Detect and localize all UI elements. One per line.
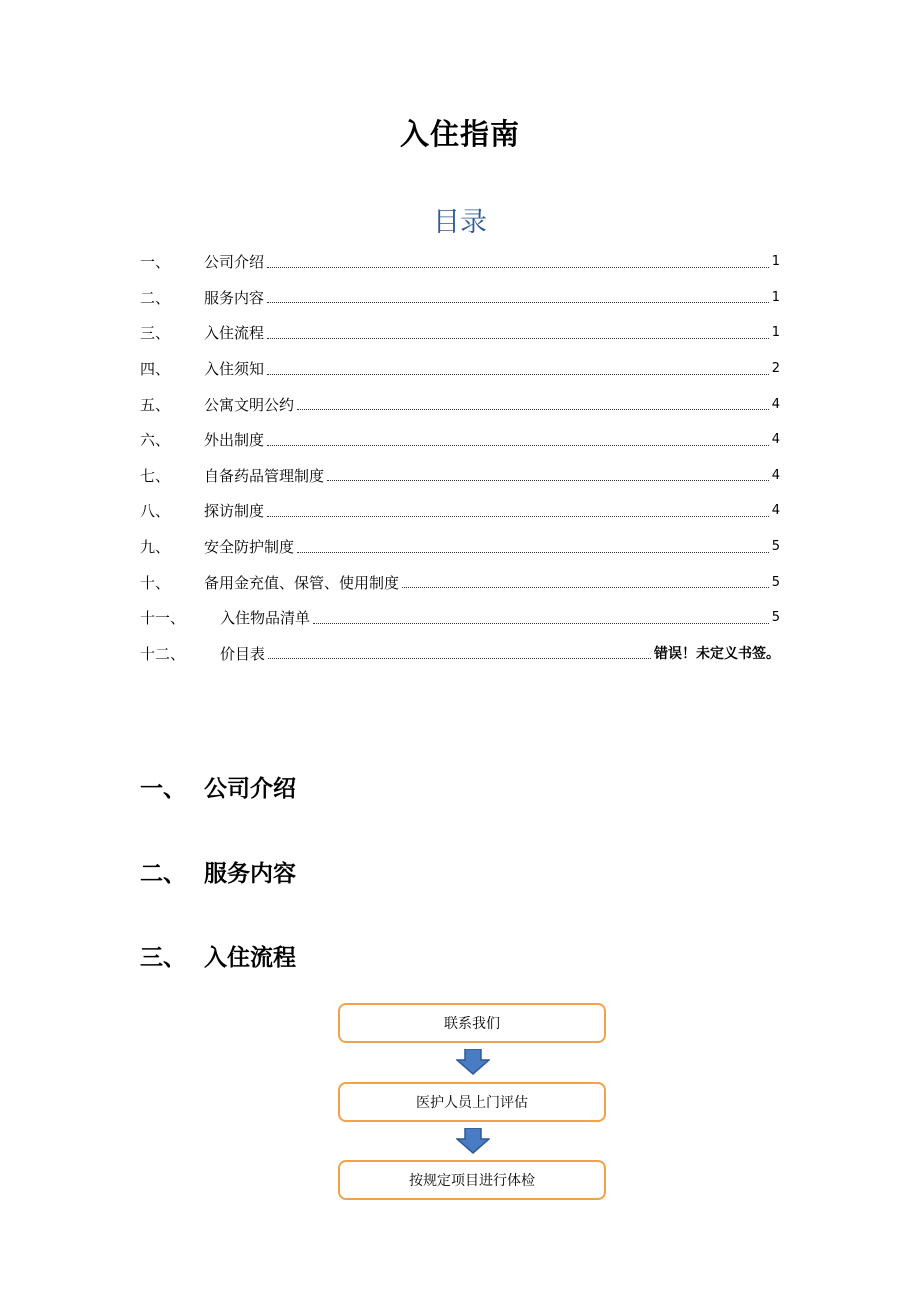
toc-entry[interactable] bbox=[140, 280, 780, 316]
flow-step-nurse-assessment: 医护人员上门评估 bbox=[338, 1082, 606, 1122]
toc-entry[interactable] bbox=[140, 422, 780, 458]
toc-entry[interactable] bbox=[140, 458, 780, 494]
toc-entry[interactable] bbox=[140, 351, 780, 387]
toc-dot-leader bbox=[267, 515, 769, 517]
toc-entry[interactable] bbox=[140, 564, 780, 600]
toc-dot-leader bbox=[267, 266, 769, 268]
toc-entry-page: 4 bbox=[771, 396, 780, 412]
toc-entry-number: 十二、 bbox=[140, 644, 186, 663]
toc-entry-title: 服务内容 bbox=[204, 288, 265, 307]
toc-entry-number: 二、 bbox=[140, 288, 171, 307]
toc-entry[interactable] bbox=[140, 493, 780, 529]
toc-entry-title: 价目表 bbox=[220, 644, 266, 663]
toc-entry-number: 六、 bbox=[140, 431, 171, 450]
toc-dot-leader bbox=[267, 337, 769, 339]
section-title: 公司介绍 bbox=[204, 776, 296, 802]
toc-entry-page: 5 bbox=[771, 574, 780, 590]
toc-entry-number: 三、 bbox=[140, 324, 171, 343]
toc-entry-title: 外出制度 bbox=[204, 431, 265, 450]
toc-dot-leader bbox=[402, 586, 769, 588]
toc-entry-number: 九、 bbox=[140, 538, 171, 557]
flow-step-medical-exam: 按规定项目进行体检 bbox=[338, 1160, 606, 1200]
toc-entry-number: 七、 bbox=[140, 466, 171, 485]
section-number: 二、 bbox=[140, 861, 186, 887]
toc-entry-title: 安全防护制度 bbox=[204, 538, 295, 557]
toc-entry-number: 一、 bbox=[140, 253, 171, 272]
toc-dot-leader bbox=[297, 551, 769, 553]
down-arrow-icon bbox=[456, 1049, 490, 1075]
toc-entry-page: 5 bbox=[771, 610, 780, 626]
toc-dot-leader bbox=[267, 301, 769, 303]
toc-heading: 目录 bbox=[433, 207, 487, 238]
flow-step-contact-us: 联系我们 bbox=[338, 1003, 606, 1043]
toc-entry-page: 2 bbox=[771, 361, 780, 377]
toc-entry-number: 五、 bbox=[140, 395, 171, 414]
section-number: 三、 bbox=[140, 945, 186, 971]
section-heading-checkin-process bbox=[140, 939, 296, 972]
document-title: 入住指南 bbox=[399, 117, 520, 151]
toc-entry-page: 1 bbox=[771, 289, 780, 305]
toc-entry-number: 十、 bbox=[140, 573, 171, 592]
down-arrow-icon bbox=[456, 1128, 490, 1154]
toc-entry-page: 1 bbox=[771, 325, 780, 341]
toc-entry-page: 1 bbox=[771, 254, 780, 270]
toc-entry[interactable] bbox=[140, 600, 780, 636]
toc-entry-title: 探访制度 bbox=[204, 502, 265, 521]
section-number: 一、 bbox=[140, 776, 186, 802]
toc-entry-title: 公司介绍 bbox=[204, 253, 265, 272]
toc-entry-number: 四、 bbox=[140, 360, 171, 379]
toc-entry[interactable] bbox=[140, 315, 780, 351]
toc-entry-title: 备用金充值、保管、使用制度 bbox=[204, 573, 400, 592]
section-title: 服务内容 bbox=[204, 861, 296, 887]
section-title: 入住流程 bbox=[204, 945, 296, 971]
toc-dot-leader bbox=[313, 622, 769, 624]
toc-entry-title: 公寓文明公约 bbox=[204, 395, 295, 414]
toc-entry-number: 十一、 bbox=[140, 609, 186, 628]
toc-entry-page: 4 bbox=[771, 503, 780, 519]
toc-entry-page: 4 bbox=[771, 432, 780, 448]
toc-entry-number: 八、 bbox=[140, 502, 171, 521]
toc-entry[interactable] bbox=[140, 636, 780, 672]
table-of-contents bbox=[140, 244, 780, 671]
section-heading-company-intro bbox=[140, 770, 296, 803]
toc-entry[interactable] bbox=[140, 386, 780, 422]
toc-entry-page-error: 错误！未定义书签。 bbox=[654, 646, 780, 663]
section-heading-services bbox=[140, 855, 296, 888]
toc-dot-leader bbox=[297, 408, 769, 410]
toc-dot-leader bbox=[268, 657, 651, 659]
toc-entry-title: 入住流程 bbox=[204, 324, 265, 343]
toc-entry-page: 5 bbox=[771, 539, 780, 555]
toc-dot-leader bbox=[327, 479, 769, 481]
toc-entry[interactable] bbox=[140, 244, 780, 280]
toc-entry-page: 4 bbox=[771, 467, 780, 483]
toc-entry-title: 入住物品清单 bbox=[220, 609, 311, 628]
toc-dot-leader bbox=[267, 373, 769, 375]
toc-entry-title: 自备药品管理制度 bbox=[204, 466, 325, 485]
toc-entry-title: 入住须知 bbox=[204, 360, 265, 379]
toc-dot-leader bbox=[267, 444, 769, 446]
toc-entry[interactable] bbox=[140, 529, 780, 565]
